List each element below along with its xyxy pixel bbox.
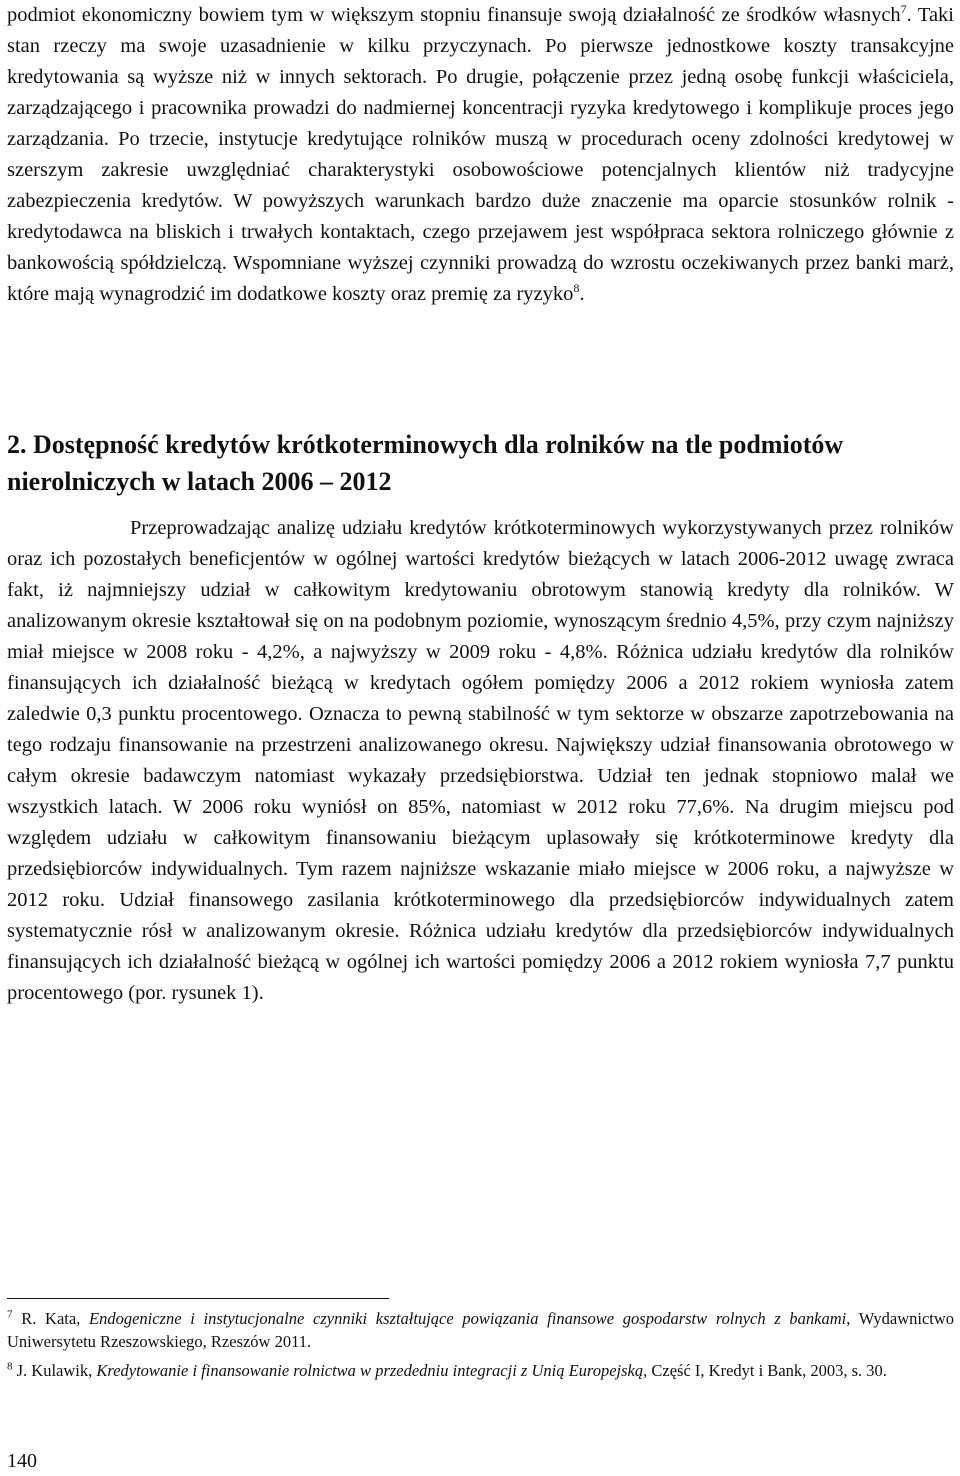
body-paragraph bbox=[7, 0, 954, 310]
footnote-reference[interactable]: 7 bbox=[900, 2, 907, 17]
footnote-author: R. Kata, bbox=[21, 1309, 89, 1328]
body-paragraph: Przeprowadzając analizę udziału kredytów krótkoterminowych wykorzystywanych przez rolników oraz ich pozostałych beneficjentów w ogólnej wartości kredytów bieżących w latach 2006-2012 uwagę zwraca fakt, iż najmniejszy udział w całkowitym kredytowaniu obrotowym stanowią kredyty dla rolników. W analizowanym okresie kształtował się on na podobnym poziomie, wynoszącym średnio 4,5%, przy czym najniższy miał miejsce w 2008 roku - 4,2%, a najwyższy w 2009 roku - 4,8%. Różnica udziału kredytów dla rolników finansujących ich działalność bieżącą w kredytach ogółem pomiędzy 2006 a 2012 rokiem wyniosła zatem zaledwie 0,3 punktu procentowego. Oznacza to pewną stabilność w tym sektorze w obszarze zapotrzebowania na tego rodzaju finansowanie na przestrzeni analizowanego okresu. Największy udział finansowania obrotowego w całym okresie badawczym natomiast wykazały przedsiębiorstwa. Udział ten jednak stopniowo malał we wszystkich latach. W 2006 roku wyniósł on 85%, natomiast w 2012 roku 77,6%. Na drugim miejscu pod względem udziału w całkowitym finansowaniu bieżącym uplasowały się krótkoterminowe kredyty dla przedsiębiorców indywidualnych. Tym razem najniższe wskazanie miało miejsce w 2006 roku, a najwyższe w 2012 roku. Udział finansowego zasilania krótkoterminowego dla przedsiębiorców indywidualnych zatem systematycznie rósł w analizowanym okresie. Różnica udziału kredytów dla przedsiębiorców indywidualnych finansujących ich działalność bieżącą w ogólnej ich wartości pomiędzy 2006 a 2012 rokiem wyniosła 7,7 punktu procentowego (por. rysunek 1). bbox=[7, 517, 954, 1004]
paragraph-text: podmiot ekonomiczny bowiem tym w większym stopniu finansuje swoją działalność ze środków własnych bbox=[7, 4, 901, 26]
footnote-publisher: , Wydawnictwo Uniwersytetu Rzeszowskiego, Rzeszów 2011. bbox=[7, 1309, 955, 1351]
footnote-author: J. Kulawik, bbox=[16, 1361, 97, 1380]
page-number: 140 bbox=[7, 1450, 37, 1472]
footnotes bbox=[7, 1307, 954, 1388]
paragraph-text: . Taki stan rzeczy ma swoje uzasadnienie w kilku przyczynach. Po pierwsze jednostkowe koszty transakcyjne kredytowania są wyższe niż w innych sektorach. Po drugie, połączenie przez jedną osobę funkcji właściciela, zarządzającego i pracownika prowadzi do nadmiernej koncentracji ryzyka kredytowego i komplikuje proces jego zarządzania. Po trzecie, instytucje kredytujące rolników muszą w procedurach oceny zdolności kredytowej w szerszym zakresie uwzględniać charakterystyki osobowościowe potencjalnych klientów niż tradycyjne zabezpieczenia kredytów. W powyższych warunkach bardzo duże znaczenie ma oparcie stosunków rolnik - kredytodawca na bliskich i trwałych kontaktach, czego przejawem jest współpraca sektora rolniczego głównie z bankowością spółdzielczą. Wspomniane wyższej czynniki prowadzą do wzrostu oczekiwanych przez banki marż, które mają wynagrodzić im dodatkowe koszty oraz premię za ryzyko bbox=[7, 4, 954, 305]
footnote-publisher: , Część I, Kredyt i Bank, 2003, s. 30. bbox=[643, 1361, 887, 1380]
footnote bbox=[7, 1307, 954, 1353]
footnote-number: 7 bbox=[7, 1308, 13, 1321]
section-heading: 2. Dostępność kredytów krótkoterminowych dla rolników na tle podmiotów nierolniczych w latach 2006 – 2012 bbox=[7, 430, 844, 496]
paragraph-text: . bbox=[579, 283, 585, 305]
footnote-reference[interactable]: 8 bbox=[573, 281, 580, 296]
footnote-separator bbox=[7, 1298, 389, 1299]
footnote bbox=[7, 1359, 954, 1382]
footnote-number: 8 bbox=[7, 1360, 13, 1373]
footnote-title: Endogeniczne i instytucjonalne czynniki kształtujące powiązania finansowe gospodarstw rolnych z bankami bbox=[89, 1309, 847, 1328]
footnote-title: Kredytowanie i finansowanie rolnictwa w przededniu integracji z Unią Europejską bbox=[96, 1361, 644, 1380]
